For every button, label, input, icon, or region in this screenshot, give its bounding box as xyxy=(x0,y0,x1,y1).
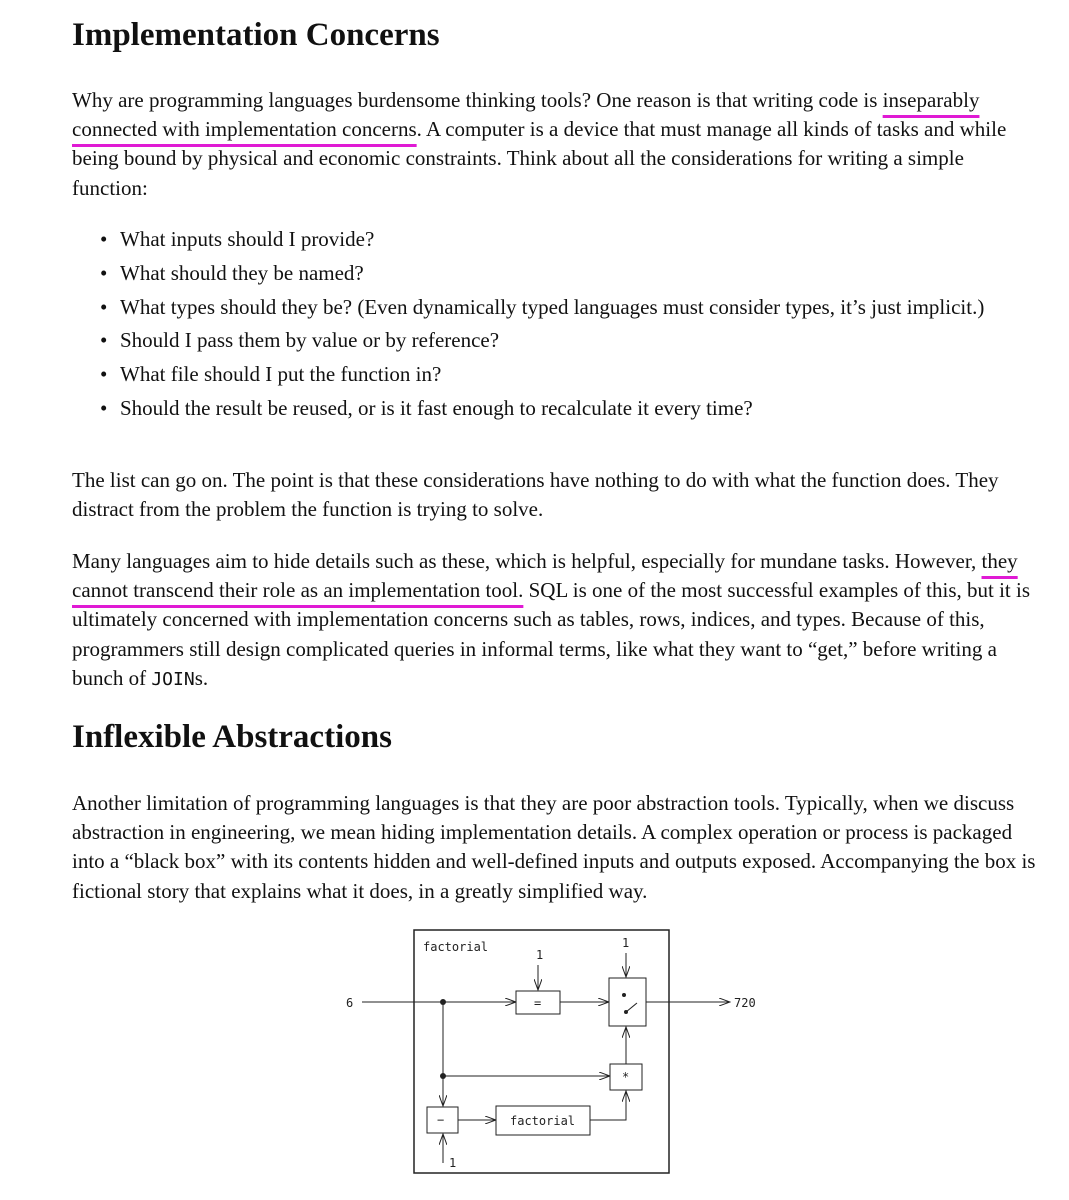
paragraph-list-summary: The list can go on. The point is that these considerations have nothing to do with what the function does. They distract from the problem the function is trying to solve. xyxy=(72,468,999,522)
factorial-block-diagram xyxy=(330,925,770,1180)
equals-op: = xyxy=(534,996,542,1010)
heading-inflexible-abstractions: Inflexible Abstractions xyxy=(72,719,392,755)
list-item: • What should they be named? xyxy=(100,260,364,285)
outer-box-label: factorial xyxy=(423,940,489,954)
list-item: • What inputs should I provide? xyxy=(100,227,375,251)
p1-text-after: . A computer is a device that must manage all kinds of tasks and while being bound by physical and economic constraints. Think about all the considerations for writing a simple function: xyxy=(72,117,1007,200)
p3-highlight: they cannot transcend their role as an implementation tool. xyxy=(72,549,1018,603)
paragraph-abstraction: Another limitation of programming languages is that they are poor abstraction tools. Typically, when we discuss abstraction in engineering, we mean hiding implementation details. A complex operation or process is packaged into a “black box” with its contents hidden and well-defined inputs and outputs exposed. Accompanying the box is fictional story that explains what it does, in a greatly simplified way. xyxy=(72,791,1036,903)
minus-op: − xyxy=(437,1113,445,1127)
p3-text-before: Many languages aim to hide details such as these, which is helpful, especially for mundane tasks. However, xyxy=(72,549,982,573)
list-item: • Should I pass them by value or by reference? xyxy=(100,328,500,353)
inline-code-join: JOIN xyxy=(151,668,195,690)
switch-block xyxy=(609,978,646,1026)
heading-implementation-concerns: Implementation Concerns xyxy=(72,17,440,53)
list-item: • What file should I put the function in? xyxy=(100,362,442,387)
equals-const: 1 xyxy=(536,948,544,962)
p3-text-after: s. xyxy=(194,665,209,690)
paragraph-sql xyxy=(72,547,1042,694)
minus-const: 1 xyxy=(449,1156,457,1170)
output-value: 720 xyxy=(734,996,756,1010)
list-item: • Should the result be reused, or is it fast enough to recalculate it every time? xyxy=(100,395,753,420)
outer-factorial-box xyxy=(414,930,669,1173)
considerations-list xyxy=(72,227,1040,430)
inner-factorial-label: factorial xyxy=(510,1114,576,1128)
switch-const: 1 xyxy=(622,936,630,950)
p1-text-before: Why are programming languages burdensome thinking tools? One reason is that writing code is xyxy=(72,88,883,112)
input-value: 6 xyxy=(346,996,354,1010)
paragraph-intro xyxy=(72,86,1042,203)
multiply-op: * xyxy=(622,1070,630,1084)
p1-highlight: inseparably connected with implementation concerns xyxy=(72,88,980,142)
list-item: • What types should they be? (Even dynamically typed languages must consider types, it’s just implicit.) xyxy=(100,294,985,319)
p3-text-middle: SQL is one of the most successful examples of this, but it is ultimately concerned with implementation concerns such as tables, rows, indices, and types. Because of this, programmers still design complicated queries in informal terms, like what they want to “get,” before writing a bunch of xyxy=(72,578,1031,690)
